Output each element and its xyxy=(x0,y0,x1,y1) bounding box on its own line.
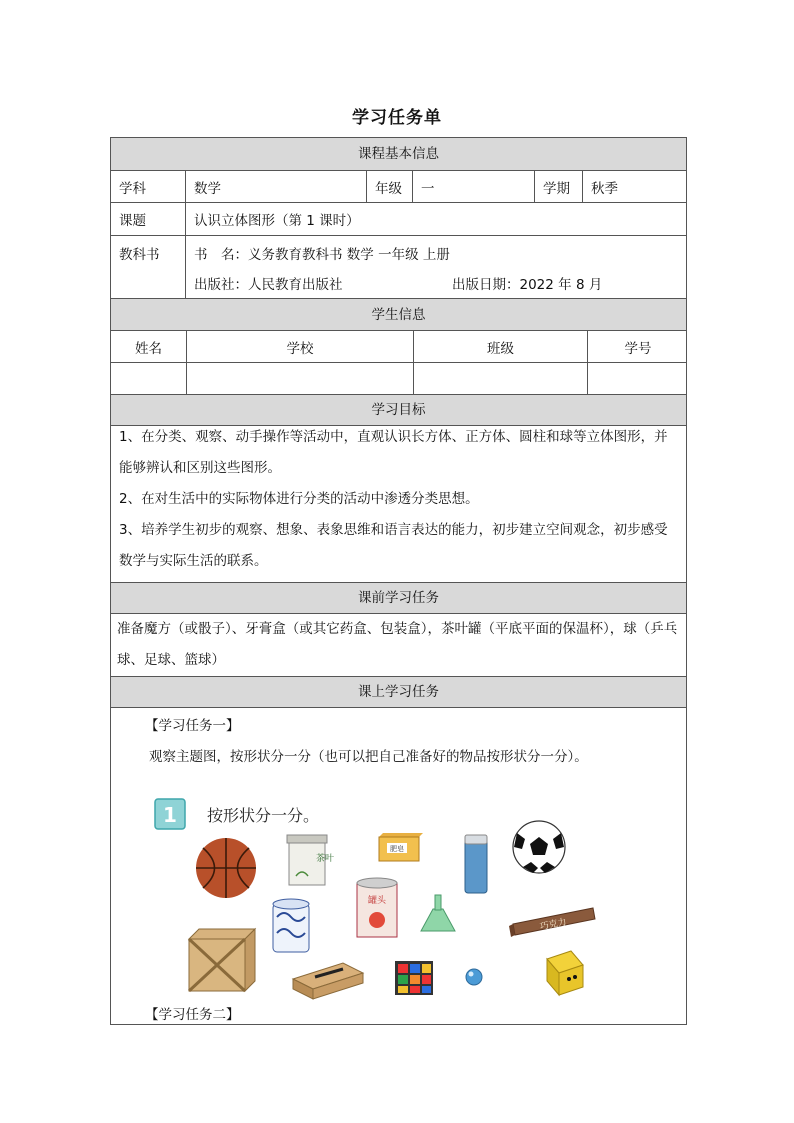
term-label: 学期 xyxy=(535,171,583,202)
book-name: 书 名：义务教育教科书 数学 一年级 上册 xyxy=(194,247,450,263)
wooden-crate-image xyxy=(189,929,255,991)
exercise-number: 1 xyxy=(163,803,177,827)
chocolate-label: 巧克力 xyxy=(539,917,568,933)
tea-tin-image xyxy=(287,835,334,885)
student-info-header: 学生信息 xyxy=(111,299,686,331)
objectives-header: 学习目标 xyxy=(111,395,686,426)
thermos-image xyxy=(465,835,487,893)
textbook-label: 教科书 xyxy=(111,236,186,298)
sorting-illustration xyxy=(151,791,621,1001)
textbook-row xyxy=(111,236,686,299)
student-id-cell[interactable] xyxy=(588,363,687,394)
topic-row xyxy=(111,203,686,236)
objective-2: 2、在对生活中的实际物体进行分类的活动中渗透分类思想。 xyxy=(119,491,479,507)
grade-label: 年级 xyxy=(367,171,413,202)
soap-box-image xyxy=(379,833,423,861)
basketball-image xyxy=(196,838,256,898)
soap-box-label: 肥皂 xyxy=(390,845,404,853)
course-info-header: 课程基本信息 xyxy=(111,138,686,171)
page-title: 学习任务单 xyxy=(352,108,442,128)
objectives-body xyxy=(111,426,686,583)
topic-label: 课题 xyxy=(111,203,186,235)
student-entry-row xyxy=(111,363,686,395)
class-cell[interactable] xyxy=(414,363,588,394)
subject-value: 数学 xyxy=(186,171,367,202)
in-class-body xyxy=(111,708,686,1025)
objective-3: 3、培养学生初步的观察、想象、表象思维和语言表达的能力，初步建立空间观念，初步感受数学与实际生活的联系。 xyxy=(119,522,668,569)
funnel-image xyxy=(421,895,455,931)
objective-1: 1、在分类、观察、动手操作等活动中，直观认识长方体、正方体、圆柱和球等立体图形，并能够辨认和区别这些图形。 xyxy=(119,429,668,476)
can-label: 罐头 xyxy=(367,896,387,906)
porcelain-cup-image xyxy=(273,899,309,952)
task1-title: 【学习任务一】 xyxy=(145,718,240,734)
in-class-header: 课上学习任务 xyxy=(111,677,686,708)
tea-tin-label: 茶叶 xyxy=(316,854,335,864)
tin-can-image xyxy=(357,878,397,937)
subject-label: 学科 xyxy=(111,171,186,202)
pre-class-body xyxy=(111,614,686,677)
tissue-box-image xyxy=(293,963,363,999)
task2-title: 【学习任务二】 xyxy=(145,1007,240,1023)
grade-value: 一 xyxy=(413,171,535,202)
publisher: 出版社：人民教育出版社 xyxy=(194,277,343,293)
student-columns-row xyxy=(111,331,686,363)
dice-image xyxy=(547,951,583,995)
figure-caption: 按形状分一分。 xyxy=(207,806,320,825)
small-ball-image xyxy=(466,969,482,985)
task1-text: 观察主题图，按形状分一分（也可以把自己准备好的物品按形状分一分）。 xyxy=(149,749,588,765)
pre-class-text: 准备魔方（或骰子）、牙膏盒（或其它药盒、包装盒），茶叶罐（平底平面的保温杯），球（乒乓球、足球、篮球） xyxy=(117,621,678,668)
chocolate-bar-image xyxy=(509,908,595,937)
rubiks-cube-image xyxy=(395,961,433,995)
pre-class-header: 课前学习任务 xyxy=(111,583,686,614)
name-cell[interactable] xyxy=(111,363,187,394)
task-sheet-table xyxy=(110,137,687,1025)
name-column-header: 姓名 xyxy=(111,331,187,362)
term-value: 秋季 xyxy=(591,180,618,197)
publish-date: 出版日期：2022 年 8 月 xyxy=(452,277,603,293)
school-column-header: 学校 xyxy=(187,331,414,362)
school-cell[interactable] xyxy=(187,363,414,394)
class-column-header: 班级 xyxy=(414,331,588,362)
subject-row xyxy=(111,171,686,203)
topic-value: 认识立体图形（第 1 课时） xyxy=(194,213,360,229)
student-id-column-header: 学号 xyxy=(624,340,652,357)
soccer-ball-image xyxy=(513,821,565,873)
